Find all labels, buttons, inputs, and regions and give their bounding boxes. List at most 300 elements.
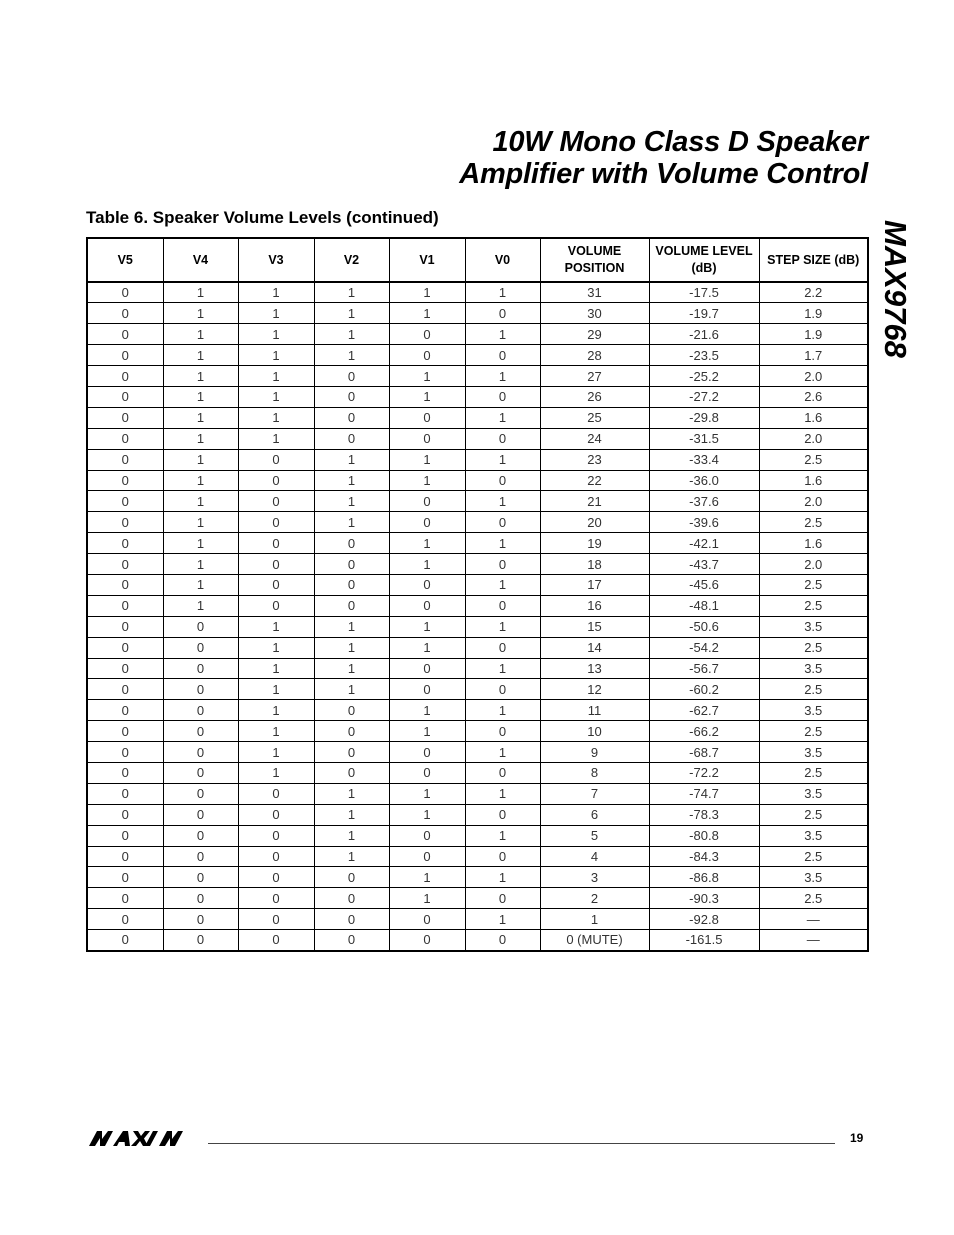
table-cell: 0 (465, 595, 540, 616)
table-cell: 0 (314, 366, 389, 387)
table-cell: -36.0 (649, 470, 759, 491)
table-cell: -42.1 (649, 533, 759, 554)
table-cell: 0 (465, 637, 540, 658)
table-cell: 0 (314, 762, 389, 783)
table-cell: -56.7 (649, 658, 759, 679)
header-v0: V0 (465, 238, 540, 282)
table-cell: 2.5 (759, 595, 868, 616)
table-cell: 0 (238, 574, 314, 595)
table-cell: -48.1 (649, 595, 759, 616)
table-cell: 1 (465, 574, 540, 595)
table-cell: 0 (389, 742, 465, 763)
table-row (87, 762, 868, 783)
table-cell: 18 (540, 554, 649, 575)
table-cell: 1 (314, 491, 389, 512)
table-cell: 1 (238, 679, 314, 700)
table-cell: 13 (540, 658, 649, 679)
table-cell: 1 (163, 366, 238, 387)
table-header-row (87, 238, 868, 282)
table-cell: 4 (540, 846, 649, 867)
table-cell: 1 (314, 783, 389, 804)
table-cell: 1 (314, 825, 389, 846)
table-row (87, 512, 868, 533)
table-cell: -31.5 (649, 428, 759, 449)
table-row (87, 449, 868, 470)
table-cell: 0 (465, 846, 540, 867)
table-cell: 1 (163, 595, 238, 616)
table-cell: 1 (238, 324, 314, 345)
table-cell: 0 (87, 888, 163, 909)
table-cell: 0 (87, 679, 163, 700)
table-cell: 0 (389, 930, 465, 951)
table-cell: 0 (163, 846, 238, 867)
table-row (87, 345, 868, 366)
table-cell: 2 (540, 888, 649, 909)
table-cell: 0 (465, 512, 540, 533)
table-cell: 3 (540, 867, 649, 888)
table-row (87, 867, 868, 888)
table-row (87, 825, 868, 846)
table-cell: 0 (163, 742, 238, 763)
table-cell: 1 (314, 846, 389, 867)
table-cell: 0 (87, 867, 163, 888)
table-cell: 1 (238, 658, 314, 679)
table-cell: 0 (87, 345, 163, 366)
table-cell: 2.5 (759, 888, 868, 909)
table-cell: 2.5 (759, 804, 868, 825)
header-step-size: STEP SIZE (dB) (759, 238, 868, 282)
table-cell: 1 (238, 616, 314, 637)
table-body (87, 282, 868, 951)
table-cell: -37.6 (649, 491, 759, 512)
table-cell: 1 (314, 658, 389, 679)
table-cell: 1 (163, 407, 238, 428)
table-cell: 0 (238, 909, 314, 930)
table-row (87, 721, 868, 742)
table-cell: 14 (540, 637, 649, 658)
table-cell: 1 (465, 282, 540, 303)
table-cell: -74.7 (649, 783, 759, 804)
table-cell: 0 (163, 783, 238, 804)
table-row (87, 407, 868, 428)
table-cell: 1 (314, 345, 389, 366)
table-cell: 1 (389, 303, 465, 324)
table-cell: 0 (389, 428, 465, 449)
table-row (87, 742, 868, 763)
table-cell: 3.5 (759, 825, 868, 846)
table-cell: 0 (163, 637, 238, 658)
table-cell: 0 (465, 386, 540, 407)
table-cell: 0 (163, 721, 238, 742)
table-cell: 1 (389, 554, 465, 575)
table-cell: -29.8 (649, 407, 759, 428)
table-cell: 0 (238, 930, 314, 951)
table-cell: 0 (314, 742, 389, 763)
table-cell: 1 (389, 804, 465, 825)
table-cell: -80.8 (649, 825, 759, 846)
table-cell: 1 (238, 282, 314, 303)
table-cell: -66.2 (649, 721, 759, 742)
header-volume-level: VOLUME LEVEL (dB) (649, 238, 759, 282)
table-cell: -23.5 (649, 345, 759, 366)
table-cell: 1 (465, 783, 540, 804)
table-cell: 1 (314, 470, 389, 491)
table-cell: 1 (465, 491, 540, 512)
table-cell: 2.0 (759, 428, 868, 449)
table-cell: 0 (465, 762, 540, 783)
table-cell: 0 (163, 762, 238, 783)
table-row (87, 386, 868, 407)
table-cell: 1 (238, 637, 314, 658)
table-cell: 0 (87, 762, 163, 783)
table-cell: 0 (238, 449, 314, 470)
table-cell: 0 (163, 700, 238, 721)
table-cell: 2.5 (759, 846, 868, 867)
table-cell: 0 (314, 595, 389, 616)
table-cell: 0 (314, 554, 389, 575)
table-cell: 0 (87, 533, 163, 554)
table-cell: 12 (540, 679, 649, 700)
table-cell: -92.8 (649, 909, 759, 930)
table-cell: 1.6 (759, 407, 868, 428)
page-number: 19 (850, 1131, 864, 1145)
table-cell: 0 (87, 658, 163, 679)
table-cell: 0 (389, 595, 465, 616)
table-cell: 0 (87, 470, 163, 491)
table-cell: 1 (314, 512, 389, 533)
table-cell: 0 (87, 324, 163, 345)
table-cell: 1.9 (759, 303, 868, 324)
table-cell: 0 (238, 512, 314, 533)
table-cell: 1.6 (759, 533, 868, 554)
table-cell: 0 (389, 909, 465, 930)
table-cell: 1 (314, 449, 389, 470)
table-cell: 0 (314, 909, 389, 930)
table-cell: -68.7 (649, 742, 759, 763)
table-cell: 1 (238, 386, 314, 407)
table-row (87, 658, 868, 679)
table-cell: 6 (540, 804, 649, 825)
table-cell: 0 (238, 595, 314, 616)
table-cell: 9 (540, 742, 649, 763)
table-cell: 1 (163, 282, 238, 303)
table-cell: 1 (163, 449, 238, 470)
table-cell: 0 (389, 825, 465, 846)
table-cell: 0 (163, 825, 238, 846)
table-cell: 0 (465, 888, 540, 909)
table-row (87, 846, 868, 867)
table-cell: 0 (87, 554, 163, 575)
table-cell: 0 (238, 888, 314, 909)
table-cell: 0 (314, 721, 389, 742)
table-cell: 0 (163, 804, 238, 825)
table-cell: 0 (465, 804, 540, 825)
table-row (87, 616, 868, 637)
table-cell: 0 (238, 867, 314, 888)
table-cell: 0 (238, 783, 314, 804)
logo-text: MAXIM (87, 1145, 91, 1146)
table-cell: 0 (314, 867, 389, 888)
table-cell: 0 (87, 282, 163, 303)
table-cell: 0 (87, 742, 163, 763)
table-cell: 0 (238, 846, 314, 867)
table-cell: 2.5 (759, 637, 868, 658)
table-cell: 0 (389, 491, 465, 512)
table-row (87, 366, 868, 387)
table-cell: -84.3 (649, 846, 759, 867)
table-cell: 1 (465, 324, 540, 345)
table-cell: 1.7 (759, 345, 868, 366)
table-cell: 0 (87, 428, 163, 449)
table-cell: -27.2 (649, 386, 759, 407)
table-cell: 1 (238, 742, 314, 763)
table-cell: 0 (389, 658, 465, 679)
table-cell: 0 (87, 783, 163, 804)
table-cell: 1 (389, 888, 465, 909)
table-cell: 10 (540, 721, 649, 742)
table-cell: 1 (389, 366, 465, 387)
table-cell: 0 (465, 428, 540, 449)
table-cell: 0 (465, 721, 540, 742)
table-cell: 0 (389, 679, 465, 700)
table-cell: 1 (314, 303, 389, 324)
table-cell: 2.5 (759, 679, 868, 700)
table-cell: 1 (314, 324, 389, 345)
table-cell: 0 (314, 407, 389, 428)
table-row (87, 470, 868, 491)
table-cell: 1 (238, 428, 314, 449)
header-v1: V1 (389, 238, 465, 282)
table-cell: 8 (540, 762, 649, 783)
table-cell: 30 (540, 303, 649, 324)
title-line-1: 10W Mono Class D Speaker (492, 126, 868, 158)
table-cell: 2.6 (759, 386, 868, 407)
table-cell: 2.5 (759, 512, 868, 533)
table-cell: -60.2 (649, 679, 759, 700)
table-cell: 0 (163, 930, 238, 951)
maxim-logo (87, 1131, 199, 1146)
header-v4: V4 (163, 238, 238, 282)
table-cell: 0 (238, 804, 314, 825)
table-cell: 3.5 (759, 867, 868, 888)
header-v3: V3 (238, 238, 314, 282)
table-row (87, 888, 868, 909)
table-cell: 1 (314, 804, 389, 825)
table-cell: -50.6 (649, 616, 759, 637)
table-cell: 2.0 (759, 366, 868, 387)
table-cell: 31 (540, 282, 649, 303)
table-cell: 0 (314, 930, 389, 951)
table-cell: 1 (465, 909, 540, 930)
table-row (87, 804, 868, 825)
table-cell: 0 (238, 470, 314, 491)
table-cell: 1 (314, 679, 389, 700)
table-cell: — (759, 909, 868, 930)
table-cell: 0 (87, 366, 163, 387)
table-cell: 0 (465, 554, 540, 575)
table-cell: 1 (163, 574, 238, 595)
table-cell: 1 (238, 762, 314, 783)
table-cell: 0 (238, 554, 314, 575)
table-cell: 1 (465, 867, 540, 888)
table-cell: 2.5 (759, 449, 868, 470)
table-cell: 1 (163, 386, 238, 407)
table-cell: -39.6 (649, 512, 759, 533)
table-cell: 11 (540, 700, 649, 721)
table-cell: -86.8 (649, 867, 759, 888)
table-cell: 0 (314, 428, 389, 449)
table-cell: 1 (389, 616, 465, 637)
table-row (87, 909, 868, 930)
table-cell: 0 (87, 595, 163, 616)
table-cell: 1 (540, 909, 649, 930)
table-cell: 0 (314, 386, 389, 407)
table-cell: 3.5 (759, 783, 868, 804)
table-cell: 1 (238, 721, 314, 742)
table-row (87, 679, 868, 700)
table-cell: 0 (87, 700, 163, 721)
table-cell: 0 (87, 825, 163, 846)
speaker-volume-table (86, 237, 869, 952)
table-cell: -72.2 (649, 762, 759, 783)
footer-rule (208, 1143, 835, 1144)
table-cell: 0 (87, 512, 163, 533)
table-row (87, 700, 868, 721)
table-cell: 3.5 (759, 742, 868, 763)
table-row (87, 637, 868, 658)
table-cell: 1 (465, 616, 540, 637)
table-cell: 23 (540, 449, 649, 470)
table-cell: 29 (540, 324, 649, 345)
table-cell: 0 (87, 721, 163, 742)
table-cell: 1 (465, 742, 540, 763)
table-cell: 0 (87, 909, 163, 930)
table-cell: — (759, 930, 868, 951)
table-cell: 1 (163, 345, 238, 366)
table-row (87, 554, 868, 575)
table-cell: 2.5 (759, 721, 868, 742)
table-cell: -54.2 (649, 637, 759, 658)
table-cell: 0 (163, 867, 238, 888)
table-cell: -78.3 (649, 804, 759, 825)
table-cell: -17.5 (649, 282, 759, 303)
table-row (87, 574, 868, 595)
table-cell: 15 (540, 616, 649, 637)
table-cell: 1 (389, 386, 465, 407)
table-cell: 1 (238, 366, 314, 387)
table-cell: 1 (238, 700, 314, 721)
table-cell: 1 (238, 303, 314, 324)
title-line-2: Amplifier with Volume Control (459, 158, 868, 190)
table-cell: 0 (163, 616, 238, 637)
table-cell: 1 (163, 428, 238, 449)
table-cell: -25.2 (649, 366, 759, 387)
table-cell: -21.6 (649, 324, 759, 345)
table-cell: 3.5 (759, 700, 868, 721)
table-row (87, 428, 868, 449)
table-cell: 0 (238, 825, 314, 846)
table-cell: 0 (87, 637, 163, 658)
table-cell: 5 (540, 825, 649, 846)
table-cell: 1 (163, 324, 238, 345)
table-cell: 1 (389, 282, 465, 303)
table-cell: 1 (389, 533, 465, 554)
table-cell: 1 (163, 512, 238, 533)
table-cell: 1 (465, 825, 540, 846)
table-cell: 1 (163, 491, 238, 512)
table-cell: 1 (465, 533, 540, 554)
table-cell: 0 (389, 846, 465, 867)
table-cell: 1 (389, 721, 465, 742)
table-cell: 2.0 (759, 491, 868, 512)
table-cell: -43.7 (649, 554, 759, 575)
table-cell: 2.5 (759, 762, 868, 783)
table-cell: 1.9 (759, 324, 868, 345)
table-cell: 17 (540, 574, 649, 595)
table-cell: 0 (465, 930, 540, 951)
table-cell: 1 (389, 449, 465, 470)
table-cell: 0 (314, 574, 389, 595)
table-cell: 20 (540, 512, 649, 533)
table-row (87, 595, 868, 616)
table-cell: 0 (87, 930, 163, 951)
table-cell: 0 (87, 386, 163, 407)
header-volume-position: VOLUME POSITION (540, 238, 649, 282)
table-cell: 2.5 (759, 574, 868, 595)
table-row (87, 491, 868, 512)
table-cell: 0 (314, 888, 389, 909)
table-cell: 28 (540, 345, 649, 366)
header-v5: V5 (87, 238, 163, 282)
table-cell: 1 (389, 783, 465, 804)
table-cell: 0 (465, 345, 540, 366)
table-cell: 3.5 (759, 658, 868, 679)
table-cell: 0 (389, 762, 465, 783)
table-cell: 26 (540, 386, 649, 407)
table-cell: 0 (465, 679, 540, 700)
table-cell: 0 (87, 449, 163, 470)
table-cell: 1 (238, 407, 314, 428)
table-cell: 27 (540, 366, 649, 387)
table-cell: 16 (540, 595, 649, 616)
table-cell: 0 (87, 574, 163, 595)
table-cell: 0 (87, 846, 163, 867)
table-cell: 1 (389, 700, 465, 721)
table-cell: 0 (87, 491, 163, 512)
table-cell: -45.6 (649, 574, 759, 595)
table-cell: 0 (163, 679, 238, 700)
table-cell: 0 (314, 700, 389, 721)
table-cell: 21 (540, 491, 649, 512)
table-row (87, 783, 868, 804)
table-cell: 1 (389, 867, 465, 888)
table-cell: 1 (314, 616, 389, 637)
table-cell: 1 (314, 282, 389, 303)
table-cell: 1 (163, 303, 238, 324)
table-cell: 3.5 (759, 616, 868, 637)
table-cell: 1 (465, 366, 540, 387)
header-v2: V2 (314, 238, 389, 282)
table-row (87, 930, 868, 951)
table-cell: 1 (163, 554, 238, 575)
table-cell: 0 (163, 658, 238, 679)
table-cell: 0 (389, 324, 465, 345)
table-cell: 1 (465, 658, 540, 679)
table-cell: 0 (314, 533, 389, 554)
table-cell: 0 (389, 574, 465, 595)
table-cell: 1.6 (759, 470, 868, 491)
side-part-number: MAX9768 (878, 220, 913, 358)
